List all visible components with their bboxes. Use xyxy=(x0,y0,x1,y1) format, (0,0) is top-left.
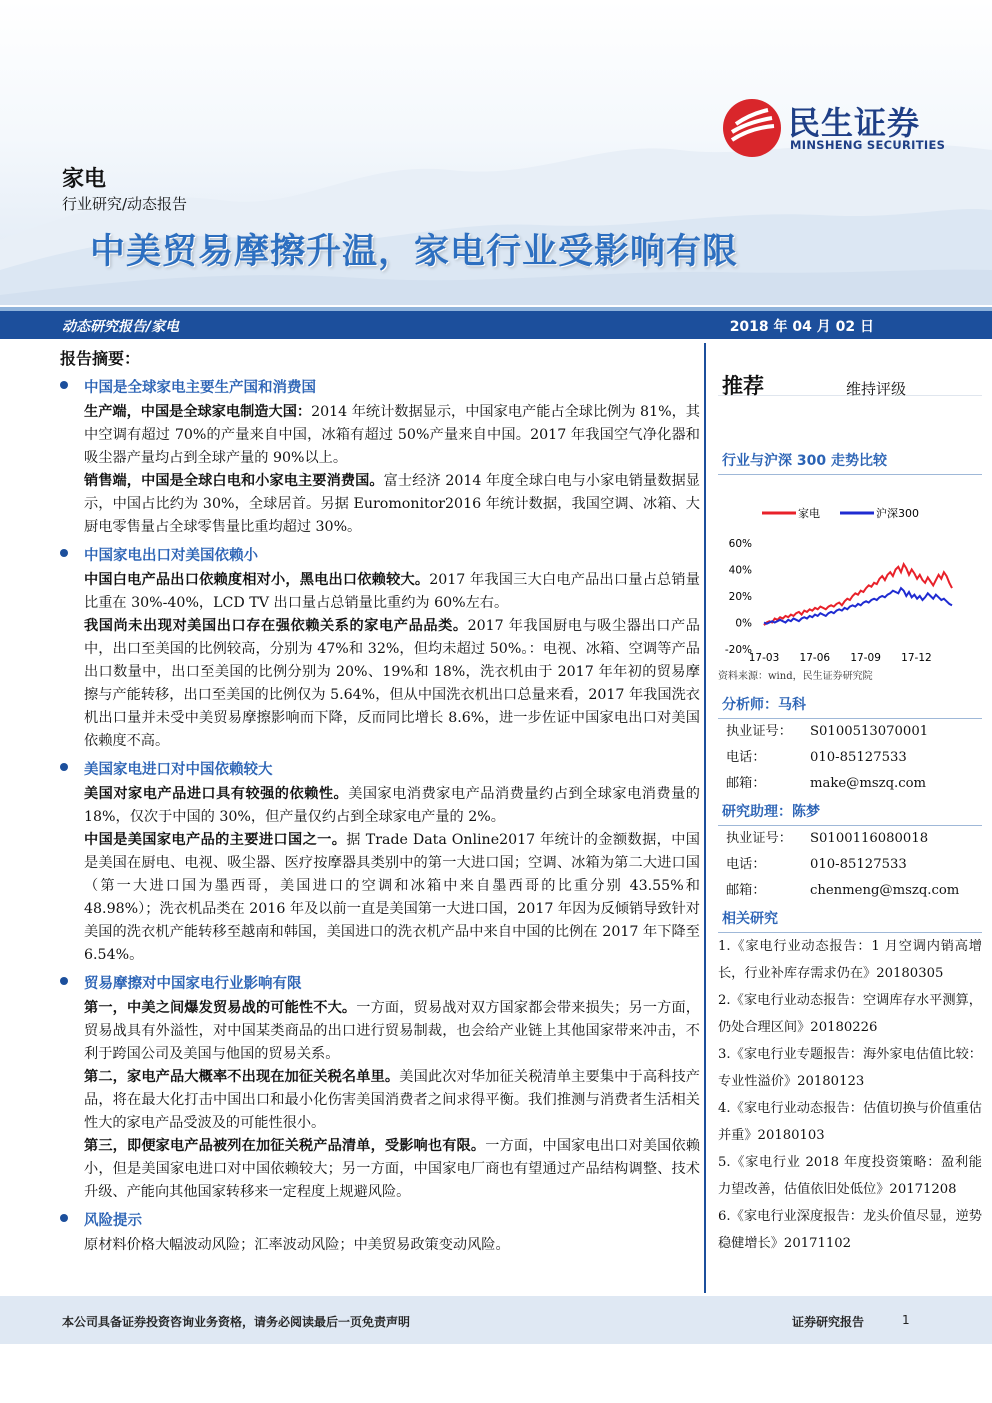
title-bar xyxy=(0,311,992,339)
y-tick-label: 60% xyxy=(728,538,752,550)
paragraph-lead: 生产端，中国是全球家电制造大国： xyxy=(84,404,312,420)
section-heading: 贸易摩擦对中国家电行业影响有限 xyxy=(60,972,700,993)
minsheng-logo-icon xyxy=(722,98,782,158)
contact-row xyxy=(718,745,982,771)
section-paragraph xyxy=(60,470,700,539)
y-tick-label: 0% xyxy=(735,617,752,630)
contact-row xyxy=(718,719,982,745)
related-item[interactable]: 5.《家电行业 2018 年度投资策略：盈利能力望改善，估值依旧处低位》20171208 xyxy=(718,1155,982,1197)
paragraph-text: 一方面，贸易战对双方国家都会带来损失；另一方面，贸易战具有外溢性，对中国某类商品的出口进行贸易制裁，也会给产业链上其他国家带来冲击，不利于跨国公司及美国与他国的贸易关系。 xyxy=(84,1000,700,1062)
assistant-title: 研究助理：陈梦 xyxy=(718,797,982,826)
related-title: 相关研究 xyxy=(718,904,982,933)
industry-label: 家电 xyxy=(62,167,107,192)
contact-value: 010-85127533 xyxy=(810,750,907,765)
logo-chinese-name: 民生证券 xyxy=(788,104,921,142)
section-heading: 中国是全球家电主要生产国和消费国 xyxy=(60,376,700,397)
contact-value: S0100116080018 xyxy=(810,831,929,846)
rating: 推荐 xyxy=(722,374,764,398)
contact-value: 010-85127533 xyxy=(810,857,907,872)
paragraph-text: 美国家电消费家电产品消费量约占到全球家电消费量的 18%，仅次于中国的 30%，但产量仅约占到全球家电产量的 2%。 xyxy=(84,786,700,825)
contact-row xyxy=(718,771,982,797)
footer xyxy=(0,1296,992,1344)
contact-key: 邮箱： xyxy=(726,776,766,791)
paragraph-text: 2017 年我国三大白电产品出口量占总销量比重在 30%-40%，LCD TV 出口量占总销量比重约为 60%左右。 xyxy=(84,572,700,611)
paragraph-text: 一方面，中国家电出口对美国依赖小，但是美国家电进口对中国依赖较大；另一方面，中国家电厂商也有望通过产品结构调整、技术升级、产能向其他国家转移来一定程度上规避风险。 xyxy=(84,1138,700,1200)
paragraph-text: 2014 年统计数据显示，中国家电产能占全球比例为 81%，其中空调有超过 70%的产量来自中国，冰箱有超过 50%产量来自中国。2017 年我国空气净化器和吸尘器产量均占到全球产量的 90%以上。 xyxy=(84,404,700,466)
paragraph-text: 原材料价格大幅波动风险；汇率波动风险；中美贸易政策变动风险。 xyxy=(84,1237,510,1253)
section-paragraph xyxy=(60,401,700,470)
contact-value: make@mszq.com xyxy=(810,776,927,791)
contact-key: 电话： xyxy=(726,750,766,765)
contact-key: 执业证号： xyxy=(726,831,792,846)
related-item[interactable]: 1.《家电行业动态报告：1 月空调内销高增长，行业补库存需求仍在》20180305 xyxy=(718,939,982,981)
related-item[interactable]: 6.《家电行业深度报告：龙头价值尽显，逆势稳健增长》20171102 xyxy=(718,1209,982,1251)
section-paragraph xyxy=(60,829,700,967)
legend-label: 家电 xyxy=(798,507,820,520)
x-tick-label: 17-12 xyxy=(901,652,932,664)
y-tick-label: 40% xyxy=(728,564,752,577)
contact-row xyxy=(718,826,982,852)
contact-key: 执业证号： xyxy=(726,724,792,739)
related-list xyxy=(718,933,982,1257)
report-type: 行业研究/动态报告 xyxy=(62,195,188,213)
paragraph-lead: 中国是美国家电产品的主要进口国之一。 xyxy=(84,832,347,848)
section-paragraph xyxy=(60,1135,700,1204)
sidebar xyxy=(718,346,982,1257)
section-paragraph xyxy=(60,569,700,615)
y-tick-label: 20% xyxy=(728,591,752,603)
section-paragraph xyxy=(60,997,700,1066)
related-item[interactable]: 2.《家电行业动态报告：空调库存水平测算，仍处合理区间》20180226 xyxy=(718,993,982,1035)
section-paragraph xyxy=(60,615,700,753)
logo-english-name: MINSHENG SECURITIES xyxy=(790,138,946,152)
paragraph-lead: 第二，家电产品大概率不出现在加征关税名单里。 xyxy=(84,1069,400,1085)
x-tick-label: 17-06 xyxy=(799,652,831,664)
section-paragraph xyxy=(60,1066,700,1135)
page-number: 1 xyxy=(902,1313,910,1327)
related-item[interactable]: 3.《家电行业专题报告：海外家电估值比较：专业性溢价》20180123 xyxy=(718,1047,982,1089)
related-item[interactable]: 4.《家电行业动态报告：估值切换与价值重估并重》20180103 xyxy=(718,1101,982,1143)
contact-value: S0100513070001 xyxy=(810,724,929,739)
section-paragraph xyxy=(60,1234,700,1257)
report-category: 动态研究报告/家电 xyxy=(62,319,180,335)
y-tick-label: -20% xyxy=(724,644,752,656)
analyst-title: 分析师：马科 xyxy=(718,690,982,719)
brand-logo xyxy=(722,96,962,160)
paragraph-lead: 销售端，中国是全球白电和小家电主要消费国。 xyxy=(84,473,384,489)
footer-label: 证券研究报告 xyxy=(792,1315,865,1329)
legend-label: 沪深300 xyxy=(876,507,919,520)
x-tick-label: 17-03 xyxy=(748,652,780,664)
report-date: 2018 年 04 月 02 日 xyxy=(729,319,874,335)
contact-row xyxy=(718,852,982,878)
analyst-info xyxy=(718,719,982,797)
abstract-title: 报告摘要： xyxy=(60,349,141,368)
series-line xyxy=(764,564,952,625)
trend-chart-svg xyxy=(718,475,982,665)
contact-row xyxy=(718,878,982,904)
paragraph-lead: 美国对家电产品进口具有较强的依赖性。 xyxy=(84,786,349,802)
rating-row xyxy=(718,346,982,396)
paragraph-text: 美国此次对华加征关税清单主要集中于高科技产品，将在最大化打击中国出口和最小化伤害美国消费者之间求得平衡。我们推测与消费者生活相关性大的家电产品受波及的可能性很小。 xyxy=(84,1069,700,1131)
contact-key: 电话： xyxy=(726,857,766,872)
section-heading: 中国家电出口对美国依赖小 xyxy=(60,544,700,565)
paragraph-text: 2017 年我国厨电与吸尘器出口产品中，出口至美国的比例较高，分别为 47%和 32%，但均未超过 50%。：电视、冰箱、空调等产品出口数量中，出口至美国的比例分别为 20%、19%和 18%，洗衣机由于 2017 年年初的贸易摩擦与产能转移，出口至美国的比例仅为 5.64%，但从中国洗衣机出口总量来看，2017 年我国洗衣机出口量并未受中美贸易摩擦影响而下降，反而同比增长 8.6%，进一步佐证中国家电出口对美国依赖度不高。 xyxy=(84,618,700,749)
x-tick-label: 17-09 xyxy=(850,652,881,664)
paragraph-lead: 中国白电产品出口依赖度相对小，黑电出口依赖较大。 xyxy=(84,572,430,588)
rating-sub: 维持评级 xyxy=(846,380,907,398)
paragraph-lead: 我国尚未出现对美国出口存在强依赖关系的家电产品品类。 xyxy=(84,618,468,634)
footer-disclaimer: 本公司具备证券投资咨询业务资格，请务必阅读最后一页免责声明 xyxy=(62,1315,411,1329)
contact-value: chenmeng@mszq.com xyxy=(810,883,960,898)
paragraph-text: 富士经济 2014 年度全球白电与小家电销量数据显示，中国占比约为 30%，全球居首。另据 Euromonitor2016 年统计数据，我国空调、冰箱、大厨电零售量占全球零售量比重均超过 30%。 xyxy=(84,473,700,535)
section-paragraph xyxy=(60,783,700,829)
trend-chart xyxy=(718,475,982,665)
section-heading: 风险提示 xyxy=(60,1209,700,1230)
assistant-info xyxy=(718,826,982,904)
report-title: 中美贸易摩擦升温，家电行业受影响有限 xyxy=(90,232,739,272)
contact-key: 邮箱： xyxy=(726,883,766,898)
column-divider xyxy=(704,343,706,1293)
abstract-column xyxy=(60,346,700,1257)
paragraph-lead: 第三，即便家电产品被列在加征关税产品清单，受影响也有限。 xyxy=(84,1138,486,1154)
chart-title: 行业与沪深 300 走势比较 xyxy=(718,446,982,475)
chart-source: 资料来源：wind，民生证券研究院 xyxy=(718,671,873,682)
paragraph-text: 据 Trade Data Online2017 年统计的金额数据，中国是美国在厨电、电视、吸尘器、医疗按摩器具类别中的第一大进口国；空调、冰箱为第二大进口国（第一大进口国为墨西哥，美国进口的空调和冰箱中来自墨西哥的比重分别 43.55%和 48.98%）；洗衣机品类在 2016 年及以前一直是美国第一大进口国，2017 年因为反倾销导致针对美国的洗衣机产能转移至越南和韩国，美国进口的洗衣机产品中来自中国的比例在 2017 年下降至 6.54%。 xyxy=(84,832,700,963)
section-heading: 美国家电进口对中国依赖较大 xyxy=(60,758,700,779)
paragraph-lead: 第一，中美之间爆发贸易战的可能性不大。 xyxy=(84,1000,357,1016)
